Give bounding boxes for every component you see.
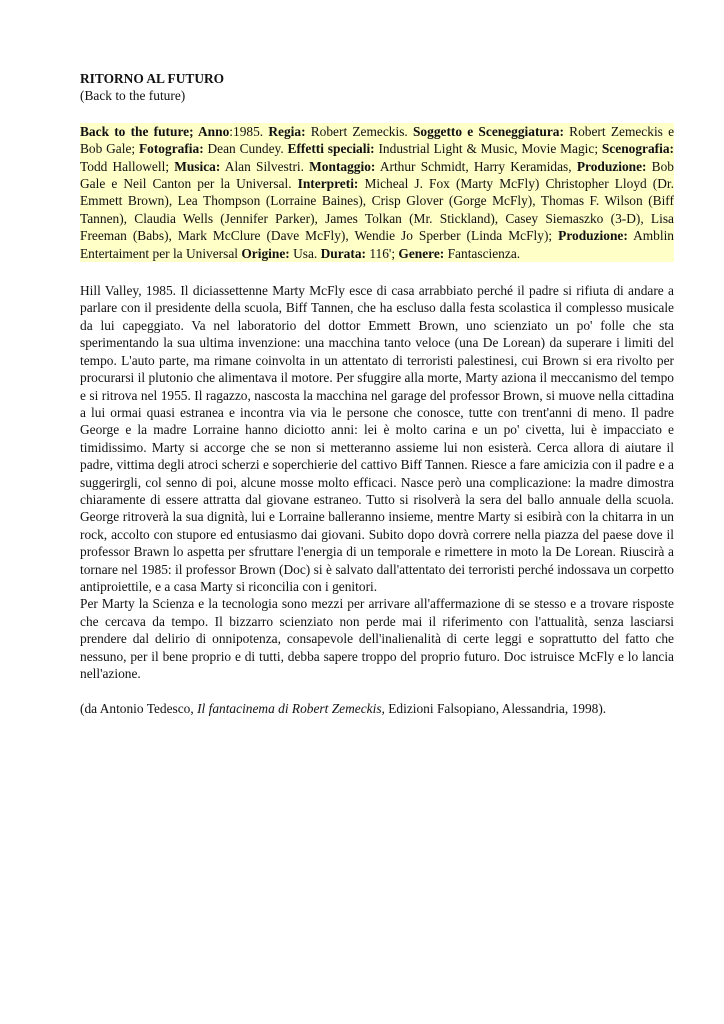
credit-label: Effetti speciali: xyxy=(287,141,375,157)
credits-block xyxy=(80,123,674,262)
credit-value: Fantascienza. xyxy=(444,245,521,261)
credit-value: Industrial Light & Music, Movie Magic; xyxy=(374,141,602,157)
credit-value: :1985. xyxy=(229,123,269,139)
credit-label: Soggetto e Sceneggiatura: xyxy=(412,123,564,139)
credit-label: Produzione: xyxy=(576,158,647,174)
credit-label: Fotografia: xyxy=(138,141,204,157)
credit-value: Bob Gale e Neil Canton per la Universal. xyxy=(80,158,675,192)
document-title: RITORNO AL FUTURO xyxy=(80,71,225,86)
credit-label: Produzione: xyxy=(558,228,628,244)
credit-value: 116'; xyxy=(365,245,399,261)
credit-label: Origine: xyxy=(241,245,290,261)
credit-label: Scenografia: xyxy=(601,141,675,157)
credit-label: Regia: xyxy=(268,123,306,139)
credit-value: Alan Silvestri. xyxy=(220,158,310,174)
credit-label: Musica: xyxy=(174,158,221,174)
credit-value: Micheal J. Fox (Marty McFly) Christopher Lloyd (Dr. Emmett Brown), Lea Thompson (Lorraine Baines), Crisp Glover (Gorge McFly), Thomas F. Wilson (Biff Tannen), Claudia Wells (Jennifer Parker), James Tolkan (Mr. Stickland), Casey Siemaszko (3-D), Lisa Freeman (Babs), Mark McClure (Dave McFly), Wendie Jo Sperber (Linda McFly); xyxy=(80,176,674,244)
document-subtitle: (Back to the future) xyxy=(80,88,186,104)
credit-label: Montaggio: xyxy=(309,158,376,174)
credit-value: Amblin Entertaiment per la Universal xyxy=(80,228,675,261)
citation-prefix: (da Antonio Tedesco, xyxy=(80,701,198,717)
credit-value: Usa. xyxy=(289,245,321,261)
credit-value: Arthur Schmidt, Harry Keramidas, xyxy=(375,158,577,174)
document-page xyxy=(80,70,674,718)
credit-value: Robert Zemeckis. xyxy=(305,123,413,139)
credit-value: Robert Zemeckis e Bob Gale; xyxy=(80,123,675,157)
plot-paragraph: Hill Valley, 1985. Il diciassettenne Marty McFly esce di casa arrabbiato perché il padre si rifiuta di andare a parlare con il presidente della scuola, Biff Tannen, che ha escluso dalla festa scolastica il complesso musicale da lui capeggiato. Va nel laboratorio del dottor Emmett Brown, uno scienziato un po' folle che sta sperimentando la sua ultima invenzione: una macchina tanto veloce (una De Lorean) da superare i limiti del tempo. L'auto parte, ma rimane coinvolta in un attentato di terroristi palestinesi, cui Brown si era rivolto per procurarsi il plutonio che alimentava il motore. Per sfuggire alla morte, Marty aziona il meccanismo del tempo e si ritrova nel 1955. Il ragazzo, nascosta la macchina nel garage del professor Brown, si muove nella cittadina a lui ormai quasi estranea e incontra via via le persone che conosce, tutte con trent'anni di meno. Il padre George e la madre Lorraine hanno diciotto anni: lei è molto carina e un po' civetta, lui è impacciato e timidissimo. Marty si accorge che se non si metteranno assieme lui non esisterà. Cerca allora di aiutare il padre, vittima degli atroci scherzi e soperchierie del cattivo Biff Tannen. Riesce a fare amicizia con il padre e a suggerirgli, col senno di poi, alcune mosse molto efficaci. Nasce però una complicazione: la madre dimostra chiaramente di essere attratta dal giovane estraneo. Tutto si risolverà la sera del ballo annuale della scuola. George ritroverà la sua dignità, lui e Lorraine balleranno insieme, mentre Marty si esibirà con la chitarra in un rock, accolto con stupore ed entusiasmo dai giovani. Subito dopo dovrà correre nella piazza del paese dove il professor Brawn lo aspetta per sfruttare l'energia di un temporale e rimettere in moto la De Lorean. Riuscirà a tornare nel 1985: il professor Brown (Doc) si è salvato dall'attentato dei terroristi perché indossava un corpetto antiproiettile, e a casa Marty si riconcilia con i genitori. xyxy=(80,283,674,594)
credit-label: Back to the future; Anno xyxy=(80,123,230,139)
citation xyxy=(80,700,674,717)
commentary-paragraph: Per Marty la Scienza e la tecnologia sono mezzi per arrivare all'affermazione di se stesso e a trovare risposte che cercava da tempo. Il bizzarro scienziato non perde mai il riferimento con l'attualità, senza lasciarsi prendere dal delirio di onnipotenza, consapevole dell'inalienalità di certe leggi e soprattutto del fatto che nessuno, per il bene proprio e di tutti, debba sapere troppo del proprio futuro. Doc istruisce McFly e lo lancia nell'azione. xyxy=(80,596,674,681)
citation-suffix: Edizioni Falsopiano, Alessandria, 1998). xyxy=(384,701,607,717)
credit-value: Dean Cundey. xyxy=(203,141,288,157)
credit-value: Todd Hallowell; xyxy=(80,158,175,174)
credit-label: Interpreti: xyxy=(297,176,359,192)
credit-label: Genere: xyxy=(398,245,445,261)
citation-book-title: Il fantacinema di Robert Zemeckis, xyxy=(197,701,385,717)
credit-label: Durata: xyxy=(320,245,366,261)
